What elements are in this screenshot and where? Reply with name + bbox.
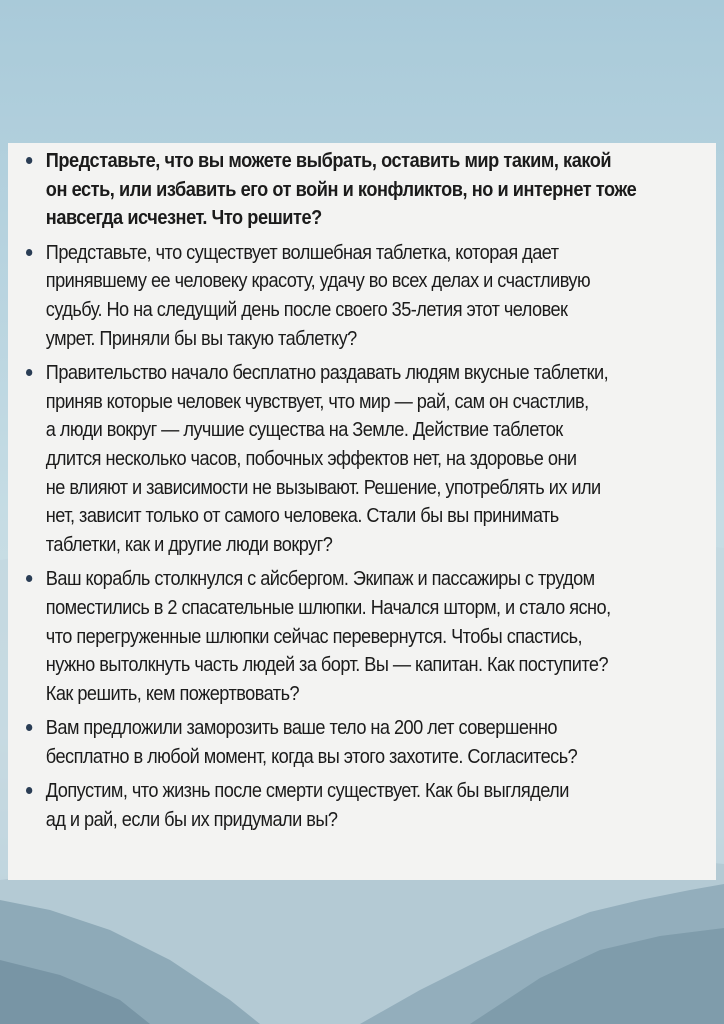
question-line: он есть, или избавить его от войн и конфликтов, но и интернет тоже xyxy=(45,178,637,201)
question-line: судьбу. Но на следущий день после своего 35-летия этот человек xyxy=(45,298,568,321)
questions-panel xyxy=(8,143,716,880)
question-line: умрет. Приняли бы вы такую таблетку? xyxy=(45,327,357,350)
question-line: Ваш корабль столкнулся с айсбергом. Экипаж и пассажиры с трудом xyxy=(45,568,595,591)
question-line: таблетки, как и другие люди вокруг? xyxy=(45,533,333,556)
bullet-icon xyxy=(26,724,32,731)
question-item xyxy=(26,239,712,353)
question-line: нужно вытолкнуть часть людей за борт. Вы — капитан. Как поступите? xyxy=(45,654,609,677)
question-line: бесплатно в любой момент, когда вы этого захотите. Согласитесь? xyxy=(45,745,578,768)
question-line: не влияют и зависимости не вызывают. Решение, употреблять их или xyxy=(45,476,601,499)
bullet-icon xyxy=(26,787,32,794)
question-line: Представьте, что существует волшебная таблетка, которая дает xyxy=(45,241,559,264)
question-line: поместились в 2 спасательные шлюпки. Начался шторм, и стало ясно, xyxy=(45,596,611,619)
question-item xyxy=(26,147,712,233)
questions-list xyxy=(26,147,708,835)
question-line: Допустим, что жизнь после смерти существует. Как бы выглядели xyxy=(45,780,569,803)
question-line: а люди вокруг — лучшие существа на Земле. Действие таблеток xyxy=(45,419,563,442)
question-item xyxy=(26,359,712,559)
question-line: Вам предложили заморозить ваше тело на 200 лет совершенно xyxy=(45,717,557,740)
question-line: навсегда исчезнет. Что решите? xyxy=(45,207,322,230)
question-item xyxy=(26,565,712,708)
question-line: Представьте, что вы можете выбрать, оставить мир таким, какой xyxy=(45,150,612,172)
question-line: приняв которые человек чувствует, что мир — рай, сам он счастлив, xyxy=(45,390,589,413)
question-line: Как решить, кем пожертвовать? xyxy=(45,682,300,705)
bullet-icon xyxy=(26,369,32,376)
bullet-icon xyxy=(26,575,32,582)
bullet-icon xyxy=(26,249,32,256)
question-line: нет, зависит только от самого человека. Стали бы вы принимать xyxy=(45,505,559,528)
question-line: ад и рай, если бы их придумали вы? xyxy=(45,809,338,832)
question-line: принявшему ее человеку красоту, удачу во всех делах и счастливую xyxy=(45,270,591,293)
question-line: Правительство начало бесплатно раздавать людям вкусные таблетки, xyxy=(45,362,609,385)
question-item xyxy=(26,777,712,834)
question-item xyxy=(26,714,712,771)
question-line: длится несколько часов, побочных эффектов нет, на здоровье они xyxy=(45,447,577,470)
bullet-icon xyxy=(26,157,32,164)
question-line: что перегруженные шлюпки сейчас перевернутся. Чтобы спастись, xyxy=(45,625,583,648)
